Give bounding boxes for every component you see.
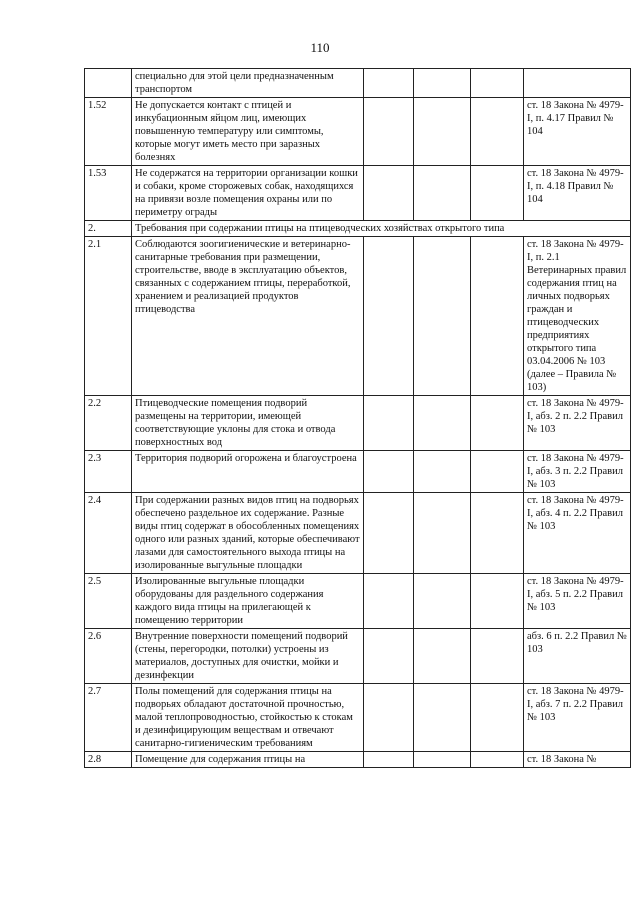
answer-cell[interactable] [364, 752, 414, 768]
item-number: 2.3 [85, 451, 132, 493]
answer-cell[interactable] [414, 629, 471, 684]
answer-cell[interactable] [471, 493, 524, 574]
answer-cell[interactable] [364, 69, 414, 98]
table-row [85, 166, 631, 221]
table-row [85, 752, 631, 768]
answer-cell[interactable] [414, 98, 471, 166]
answer-cell[interactable] [414, 574, 471, 629]
table-row [85, 98, 631, 166]
item-number: 2.5 [85, 574, 132, 629]
table-row [85, 684, 631, 752]
legal-reference: ст. 18 Закона № 4979-I, абз. 3 п. 2.2 Правил № 103 [524, 451, 631, 493]
answer-cell[interactable] [364, 493, 414, 574]
answer-cell[interactable] [414, 451, 471, 493]
requirement-text: Соблюдаются зоогигиенические и ветеринарно-санитарные требования при размещении, строительстве, вводе в эксплуатацию объектов, связанных с содержанием птицы, переработкой, хранением и реализацией продуктов птицеводства [132, 237, 364, 396]
section-row [85, 221, 631, 237]
legal-reference: абз. 6 п. 2.2 Правил № 103 [524, 629, 631, 684]
table-row [85, 451, 631, 493]
answer-cell[interactable] [414, 752, 471, 768]
answer-cell[interactable] [471, 451, 524, 493]
item-number: 2. [85, 221, 132, 237]
answer-cell[interactable] [471, 574, 524, 629]
answer-cell[interactable] [471, 752, 524, 768]
answer-cell[interactable] [364, 237, 414, 396]
page-number: 110 [310, 40, 330, 55]
legal-reference: ст. 18 Закона № 4979-I, п. 2.1 Ветеринарных правил содержания птиц на личных подворьях граждан и птицеводческих предприятиях открытого типа 03.04.2006 № 103 (далее – Правила № 103) [524, 237, 631, 396]
item-number: 2.6 [85, 629, 132, 684]
legal-reference: ст. 18 Закона № 4979-I, абз. 7 п. 2.2 Правил № 103 [524, 684, 631, 752]
answer-cell[interactable] [471, 237, 524, 396]
legal-reference: ст. 18 Закона № 4979-I, п. 4.17 Правил № 104 [524, 98, 631, 166]
requirement-text: специально для этой цели предназначенным транспортом [132, 69, 364, 98]
answer-cell[interactable] [364, 451, 414, 493]
table-row [85, 69, 631, 98]
table-row [85, 574, 631, 629]
legal-reference [524, 69, 631, 98]
item-number: 2.4 [85, 493, 132, 574]
answer-cell[interactable] [414, 684, 471, 752]
answer-cell[interactable] [414, 237, 471, 396]
legal-reference: ст. 18 Закона № 4979-I, абз. 2 п. 2.2 Правил № 103 [524, 396, 631, 451]
requirement-text: Изолированные выгульные площадки оборудованы для раздельного содержания каждого вида птицы на прилегающей к помещению территории [132, 574, 364, 629]
answer-cell[interactable] [471, 69, 524, 98]
table-row [85, 237, 631, 396]
answer-cell[interactable] [471, 166, 524, 221]
legal-reference: ст. 18 Закона № 4979-I, абз. 5 п. 2.2 Правил № 103 [524, 574, 631, 629]
item-number: 2.1 [85, 237, 132, 396]
requirement-text: При содержании разных видов птиц на подворьях обеспечено раздельное их содержание. Разные виды птиц содержат в обособленных помещениях одного или разных зданий, которые обеспечивают лазами для самостоятельного выхода птицы на изолированные выгульные площадки [132, 493, 364, 574]
answer-cell[interactable] [471, 396, 524, 451]
answer-cell[interactable] [414, 396, 471, 451]
requirement-text: Внутренние поверхности помещений подворий (стены, перегородки, потолки) устроены из материалов, доступных для очистки, мойки и дезинфекции [132, 629, 364, 684]
answer-cell[interactable] [471, 629, 524, 684]
answer-cell[interactable] [414, 493, 471, 574]
legal-reference: ст. 18 Закона № [524, 752, 631, 768]
table-row [85, 396, 631, 451]
item-number: 1.52 [85, 98, 132, 166]
item-number: 2.8 [85, 752, 132, 768]
item-number: 1.53 [85, 166, 132, 221]
answer-cell[interactable] [364, 396, 414, 451]
answer-cell[interactable] [364, 684, 414, 752]
answer-cell[interactable] [414, 166, 471, 221]
requirement-text: Не содержатся на территории организации кошки и собаки, кроме сторожевых собак, находящихся на привязи возле помещения охраны или по периметру ограды [132, 166, 364, 221]
answer-cell[interactable] [364, 98, 414, 166]
item-number [85, 69, 132, 98]
section-title: Требования при содержании птицы на птицеводческих хозяйствах открытого типа [132, 221, 631, 237]
item-number: 2.7 [85, 684, 132, 752]
requirement-text: Полы помещений для содержания птицы на подворьях обладают достаточной прочностью, малой теплопроводностью, стойкостью к стокам и дезинфицирующим веществам и отвечают санитарно-гигиеническим требованиям [132, 684, 364, 752]
requirement-text: Помещение для содержания птицы на [132, 752, 364, 768]
answer-cell[interactable] [471, 684, 524, 752]
requirement-text: Птицеводческие помещения подворий размещены на территории, имеющей соответствующие уклоны для стока и отвода поверхностных вод [132, 396, 364, 451]
checklist-table [84, 68, 631, 768]
item-number: 2.2 [85, 396, 132, 451]
table-row [85, 629, 631, 684]
requirement-text: Не допускается контакт с птицей и инкубационным яйцом лиц, имеющих повышенную температуру или симптомы, которые могут иметь место при заразных болезнях [132, 98, 364, 166]
legal-reference: ст. 18 Закона № 4979-I, п. 4.18 Правил № 104 [524, 166, 631, 221]
answer-cell[interactable] [471, 98, 524, 166]
answer-cell[interactable] [364, 166, 414, 221]
table-row [85, 493, 631, 574]
legal-reference: ст. 18 Закона № 4979-I, абз. 4 п. 2.2 Правил № 103 [524, 493, 631, 574]
answer-cell[interactable] [364, 574, 414, 629]
requirement-text: Территория подворий огорожена и благоустроена [132, 451, 364, 493]
answer-cell[interactable] [364, 629, 414, 684]
answer-cell[interactable] [414, 69, 471, 98]
